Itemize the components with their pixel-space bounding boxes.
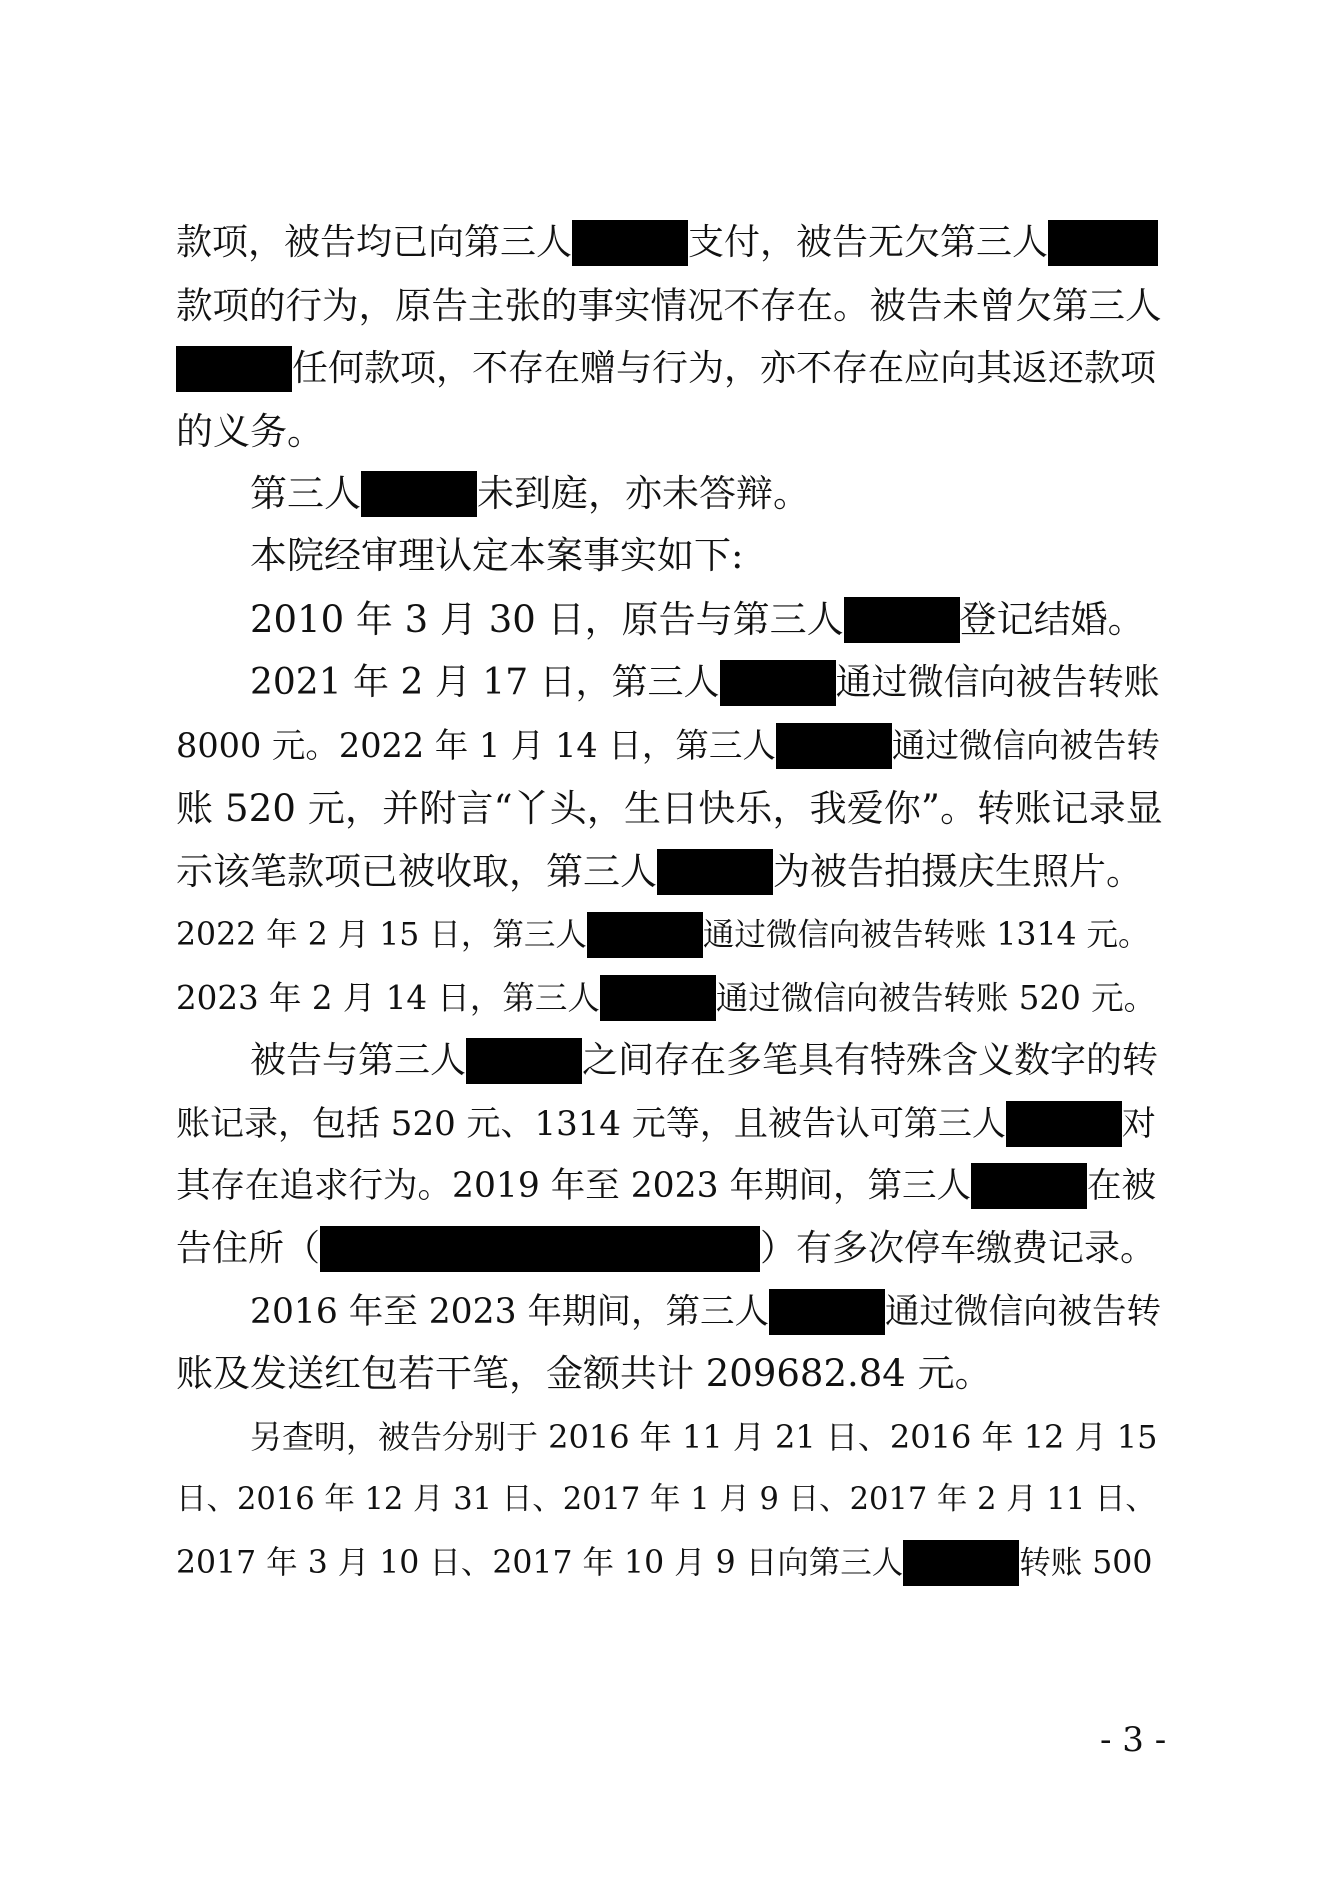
redaction-box (320, 1226, 760, 1272)
redaction-box (657, 849, 773, 895)
text-line (176, 1477, 1156, 1523)
text-segment: 之间存在多笔具有特殊含义数字的转 (582, 1040, 1159, 1081)
text-segment: 示该笔款项已被收取，第三人 (176, 850, 657, 893)
text-line (176, 912, 1150, 958)
text-line (176, 409, 324, 455)
text-line (176, 1540, 1152, 1586)
text-line (250, 533, 743, 579)
redaction-box (572, 220, 688, 266)
page-number: - 3 - (1100, 1720, 1167, 1760)
text-segment: 支付，被告无欠第三人 (688, 222, 1049, 263)
text-segment: 未到庭，亦未答辩。 (477, 472, 810, 515)
text-line (176, 220, 1158, 266)
text-segment: 告住所（ (176, 1228, 321, 1269)
text-segment: 2016 年至 2023 年期间，第三人 (250, 1292, 769, 1332)
redaction-box (361, 471, 477, 517)
text-line (176, 723, 1160, 769)
text-line (250, 660, 1160, 706)
redaction-box (600, 975, 716, 1021)
text-line (176, 1351, 992, 1397)
redaction-box (587, 912, 703, 958)
redaction-box (720, 660, 836, 706)
text-segment: 第三人 (250, 472, 361, 515)
text-line (176, 1226, 1156, 1272)
text-line (176, 786, 1163, 832)
text-line (176, 975, 1156, 1021)
redaction-box (776, 723, 892, 769)
text-line (176, 1163, 1156, 1209)
text-line (250, 597, 1145, 643)
text-segment: 通过微信向被告转账 (835, 662, 1160, 703)
redaction-box (844, 597, 960, 643)
text-line (176, 849, 1143, 895)
text-segment: 2023 年 2 月 14 日，第三人 (176, 979, 600, 1017)
redaction-box (769, 1289, 885, 1335)
text-segment: ）有多次停车缴费记录。 (760, 1228, 1157, 1269)
text-segment: 账 520 元，并附言“丫头，生日快乐，我爱你”。转账记录显 (176, 787, 1163, 830)
redaction-box (466, 1038, 582, 1084)
text-segment: 通过微信向被告转账 1314 元。 (702, 917, 1150, 953)
text-line (250, 1414, 1157, 1460)
text-line (176, 283, 1162, 329)
text-segment: 为被告拍摄庆生照片。 (773, 850, 1143, 893)
text-segment: 被告与第三人 (250, 1040, 467, 1081)
text-segment: 转账 500 (1019, 1545, 1153, 1581)
text-segment: 日、2016 年 12 月 31 日、2017 年 1 月 9 日、2017 年 2 月 11 日、 (176, 1482, 1156, 1517)
redaction-box (176, 346, 292, 392)
text-segment: 账及发送红包若干笔，金额共计 209682.84 元。 (176, 1352, 992, 1395)
text-line (250, 1038, 1158, 1084)
text-segment: 本院经审理认定本案事实如下: (250, 534, 744, 577)
redaction-box (903, 1540, 1019, 1586)
text-segment: 通过微信向被告转 (891, 726, 1160, 765)
text-segment: 款项的行为，原告主张的事实情况不存在。被告未曾欠第三人 (176, 284, 1162, 327)
redaction-box (1048, 220, 1158, 266)
text-line (176, 1101, 1156, 1147)
text-segment: 通过微信向被告转账 520 元。 (715, 979, 1157, 1017)
text-segment: 其存在追求行为。2019 年至 2023 年期间，第三人 (176, 1166, 971, 1206)
text-segment: 2017 年 3 月 10 日、2017 年 10 月 9 日向第三人 (176, 1545, 904, 1581)
redaction-box (1006, 1101, 1122, 1147)
text-line (250, 1289, 1161, 1335)
text-segment: 通过微信向被告转 (885, 1292, 1161, 1332)
text-segment: 的义务。 (176, 410, 324, 453)
text-segment: 2021 年 2 月 17 日，第三人 (250, 662, 720, 703)
text-segment: 在被 (1087, 1166, 1156, 1206)
text-segment: 登记结婚。 (959, 598, 1145, 641)
text-segment: 款项，被告均已向第三人 (176, 222, 573, 263)
text-segment: 2022 年 2 月 15 日，第三人 (176, 917, 587, 953)
text-segment: 另查明，被告分别于 2016 年 11 月 21 日、2016 年 12 月 15 (250, 1418, 1158, 1456)
text-segment: 8000 元。2022 年 1 月 14 日，第三人 (176, 726, 776, 765)
text-segment: 2010 年 3 月 30 日，原告与第三人 (250, 598, 844, 641)
text-segment: 对 (1121, 1104, 1156, 1144)
text-segment: 任何款项，不存在赠与行为，亦不存在应向其返还款项 (292, 348, 1157, 389)
text-segment: 账记录，包括 520 元、1314 元等，且被告认可第三人 (176, 1104, 1006, 1144)
text-line (250, 471, 810, 517)
text-line (176, 346, 1156, 392)
redaction-box (971, 1163, 1087, 1209)
